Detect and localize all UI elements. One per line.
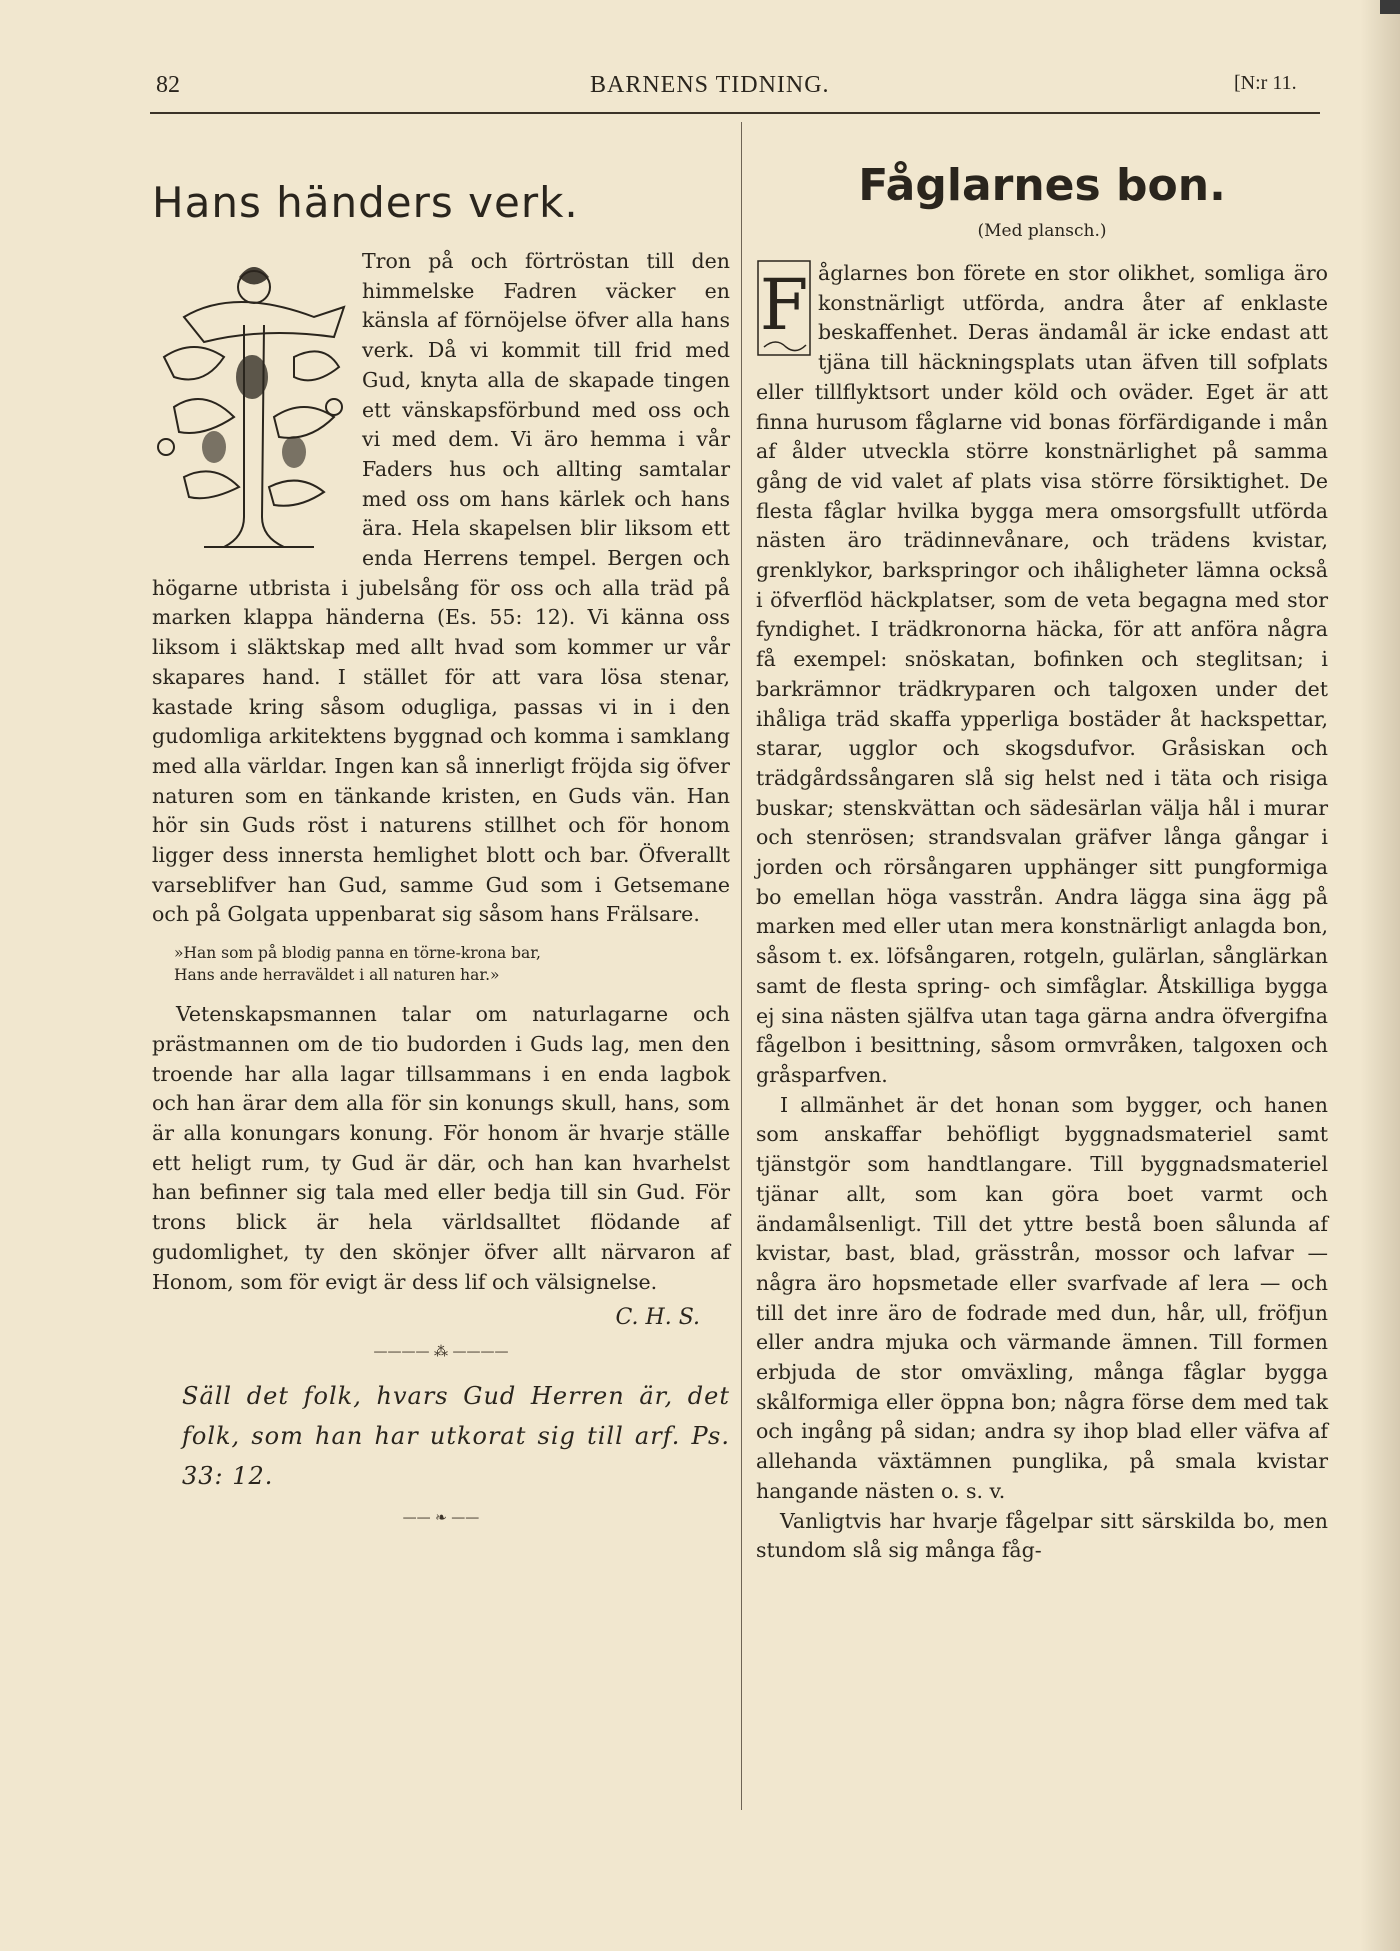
article-subtitle: (Med plansch.) xyxy=(977,221,1107,241)
article-title-right: Fåglarnes bon. xyxy=(858,160,1226,211)
verse-quote xyxy=(174,942,730,986)
scripture-verse: Säll det folk, hvars Gud Herren är, det folk, som han har utkorat sig till arf. Ps. 33: 12. xyxy=(182,1382,730,1491)
publication-title: BARNENS TIDNING. xyxy=(590,72,830,98)
right-paragraph-2: I allmänhet är det honan som bygger, och hanen som anskaffar behöfligt byggnadsmateriel samt tjänstgör som handtlangare. Till byggnadsmateriel tjänar allt, som kan göra boet varmt och ändamålsenligt. Till det yttre bestå boen sålunda af kvistar, bast, blad, grässtrån, mossor och lafvar — några äro hopsmetade eller svarfvade af lera — och till det inre äro de fodrade med dun, hår, ull, fröfjun eller andra mjuka och värmande ämnen. Till formen erbjuda de stor omväxling, många fåglar bygga skålformiga eller öppna bon; några förse dem med tak och ingång på sidan; andra sy ihop blad eller väfva af allehanda växtämnen punglika, på smala kvistar hangande nästen o. s. v. xyxy=(756,1092,1328,1503)
left-column xyxy=(152,170,730,1540)
article-title-left: Hans händers verk. xyxy=(152,178,579,227)
left-paragraph-1: Tron på och förtröstan till den himmelske Fadren väcker en känsla af förnöjelse öfver alla hans verk. Då vi kommit till frid med Gud, knyta alla de skapade tingen ett vänskapsförbund med oss och vi med dem. Vi äro hemma i vår Faders hus och allting samtalar med oss om hans kärlek och hans ära. Hela skapelsen blir liksom ett enda Herrens tempel. Bergen och högarne utbrista i jubelsång för oss och alla träd på marken klappa händerna (Es. 55: 12). Vi känna oss liksom i släktskap med allt hvad som kommer ur vår skapares hand. I stället för att vara lösa stenar, kastade kring såsom odugliga, passas vi in i den gudomliga arkitektens byggnad och komma i samklang med alla världar. Ingen kan så innerligt fröjda sig öfver naturen som en tänkande kristen, en Guds vän. Han hör sin Guds röst i naturens stillhet och för honom ligger dess innersta hemlighet blott och bar. Öfverallt varseblifver han Gud, samme Gud som i Getsemane och på Golgata uppenbarat sig såsom hans Frälsare. xyxy=(152,249,730,927)
verse-line-1: »Han som på blodig panna en törne-krona bar, xyxy=(174,944,541,963)
page-edge-shadow xyxy=(1360,0,1400,1951)
right-paragraph-1: åglarnes bon förete en stor olikhet, somliga äro konstnärligt utförda, andra åter af enklaste beskaffenhet. Deras ändamål är icke endast att tjäna till häckningsplats utan äfven till sofplats eller tillflyktsort under köld och oväder. Eget är att finna hurusom fåglarne vid bonas förfärdigande i mån af ålder utveckla större konstnärlighet på samma gång de vid valet af plats visa större försiktighet. De flesta fåglar hvilka bygga mera omsorgsfullt utförda nästen äro trädinnevånare, och trädens kvistar, grenklykor, barkspringor och ihåligheter lämna också i öfverflöd häckplatser, som de veta begagna med stor fyndighet. I trädkronorna häcka, för att anföra några få exempel: snöskatan, bofinken och steglitsan; i barkrämnor trädkryparen och talgoxen under det ihåliga träd skaffa ypperliga bostäder åt hackspettar, starar, ugglor och skogsdufvor. Gråsiskan och trädgårdssångaren slå sig helst ned i täta och risiga buskar; stenskvättan och sädesärlan välja hål i murar och stenrösen; strandsvalan gräfver långa gångar i jorden och rörsångaren upphänger sitt pungformiga bo emellan höga vasstrån. Andra lägga sina ägg på marken med eller utan mera konstnärligt anlagda bon, såsom t. ex. löfsångaren, rotgeln, gulärlan, sånglärkan samt de flesta spring- och simfåglar. Åtskilliga bygga ej sina nästen själfva utan taga gärna andra öfvergifna fågelbon i besittning, såsom ormvråken, talgoxen och gråsparfven. xyxy=(756,261,1328,1087)
ornament-divider-1: ———— ⁂ ———— xyxy=(373,1344,509,1361)
verse-line-2: Hans ande herraväldet i all naturen har.» xyxy=(174,966,500,985)
author-signature: C. H. S. xyxy=(615,1305,700,1331)
decorated-initial-t-icon xyxy=(144,247,356,565)
dropcap-letter: F xyxy=(759,264,809,346)
header-rule xyxy=(150,112,1320,114)
decorated-initial-f-icon xyxy=(756,259,812,357)
right-column xyxy=(756,160,1328,1566)
left-paragraph-2: Vetenskapsmannen talar om naturlagarne och prästmannen om de tio budorden i Guds lag, men den troende har alla lagar tillsammans i en enda lagbok och han ärar dem alla för sin konungs skull, hans, som är alla konungars konung. För honom är hvarje ställe ett heligt rum, ty Gud är där, och han kan hvarhelst han befinner sig tala med eller bedja till sin Gud. För trons blick är hela världsalltet flödande af gudomlighet, ty den skönjer öfver allt närvaron af Honom, som för evigt är dess lif och välsignelse. xyxy=(152,1002,730,1294)
scan-corner-mark xyxy=(1380,0,1400,14)
right-paragraph-3: Vanligtvis har hvarje fågelpar sitt särskilda bo, men stundom slå sig många fåg- xyxy=(756,1508,1328,1563)
column-divider xyxy=(741,122,742,1810)
page-number: 82 xyxy=(156,72,180,98)
issue-number: [N:r 11. xyxy=(1234,72,1297,94)
ornament-divider-2: —— ❧ —— xyxy=(402,1510,480,1527)
